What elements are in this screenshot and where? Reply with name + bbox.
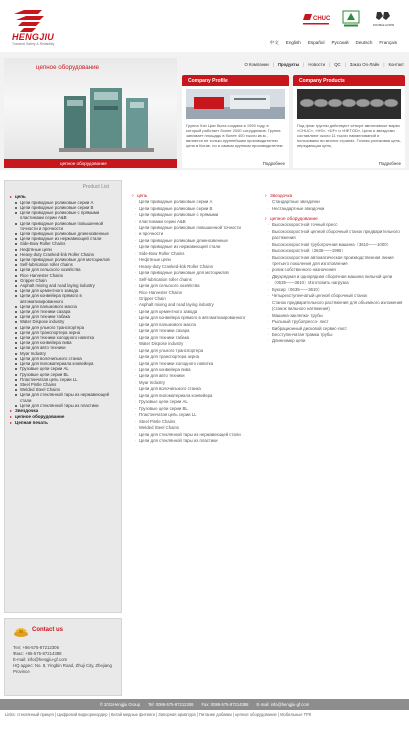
sidebar-product-link[interactable]: Side-Bow Roller Chains xyxy=(10,241,120,246)
hengjiu-logo-icon[interactable] xyxy=(12,10,46,32)
main-product-link[interactable]: · Welded Steel Chains xyxy=(132,425,258,431)
main-product-link[interactable]: · Цепи для цементного завода xyxy=(132,309,258,315)
main-equipment-link[interactable]: · ролик собственного назначения xyxy=(265,267,405,273)
footer-copyright: © 2011Hengjiu Group xyxy=(99,702,141,707)
lang-chinese[interactable]: 中文 xyxy=(269,40,279,45)
main-product-link[interactable]: · Self-lubrication roller chains xyxy=(132,277,258,283)
sidebar-product-link[interactable]: Мyar Industry xyxy=(10,351,120,356)
main-category-chain-equipment[interactable]: › цепное оборудование xyxy=(265,216,405,222)
contact-email[interactable]: E-mail: info@hengjiu-gf.com xyxy=(13,657,68,662)
main-sprocket-items xyxy=(265,199,405,212)
main-product-link[interactable]: · Цепи для техники табака xyxy=(132,335,258,341)
company-profile-text: Группа Хэн Цзю была создана в 1993 году, в который работает более 2000 сотрудников. Группа занимает площадь в более 400 тысяч кв.м., является не только крупнейшим производителем цепи в Китае, но и самым крупным производителем xyxy=(186,123,283,149)
company-products-text: Под флаг группы действуют четыре автономные марки «CHUC», «HS», «DF» и «HETOD». Цепи и звездочки составляют около 11 тысяч наименований и пользованы во многих странах. Точная роликовая цепь, передающая цепь, xyxy=(297,123,401,149)
sidebar-product-link[interactable]: Цепи для техники холодного напитка xyxy=(10,335,120,340)
sidebar-product-link[interactable]: Welded Steel Chains xyxy=(10,387,120,392)
nav-separator: | xyxy=(383,61,385,67)
chain-photo-icon xyxy=(297,89,401,119)
machinery-illustration-icon xyxy=(4,58,177,168)
lang-german[interactable]: Deutsch xyxy=(355,40,373,45)
main-product-link[interactable]: · Asphalt mixing and road laying industry xyxy=(132,302,258,308)
main-equipment-link[interactable]: · Высокоскоростной цепной сборочный станок предварительного растяжения xyxy=(265,229,405,242)
sidebar-product-link[interactable]: Цепи для стеклянной тары из пластики xyxy=(10,403,120,408)
brand-double-horse-logo[interactable] xyxy=(372,10,394,28)
main-equipment-link[interactable]: · Длинномер цепи xyxy=(265,338,405,344)
sidebar-product-link[interactable]: Gripper Chain xyxy=(10,278,120,283)
sidebar-product-link[interactable]: Цепи для транспортера зерна xyxy=(10,330,120,335)
main-product-link[interactable]: · Цепи для конвейера пива xyxy=(132,367,258,373)
nav-separator: | xyxy=(329,61,331,67)
sidebar-product-link[interactable]: Цепи для техники сахара xyxy=(10,309,120,314)
main-product-link[interactable]: · Цепи для сельского хозяйства xyxy=(132,283,258,289)
sidebar-product-link[interactable]: Нефтяные цепи xyxy=(10,247,120,252)
main-product-link[interactable]: · Грузовые цепи серии AL xyxy=(132,399,258,405)
company-profile-panel xyxy=(182,75,289,168)
company-products-title: Company Products xyxy=(293,75,405,86)
sidebar-list xyxy=(10,194,120,425)
main-product-link[interactable]: · Цепи для техники холодного напитка xyxy=(132,361,258,367)
banner-footer: цепное оборудование xyxy=(4,159,177,168)
sidebar-product-link[interactable]: Цепи приводные роликовые повышенной точности и прочности xyxy=(10,221,120,231)
footer-bar xyxy=(0,699,409,710)
contact-details xyxy=(13,645,121,675)
nav-separator: | xyxy=(303,61,305,67)
sidebar-category-chain-equipment[interactable]: ▸ цепное оборудование xyxy=(10,414,120,420)
main-equipment-link[interactable]: · Высокоскоростная трубогрочная машина（3610——1000） xyxy=(265,242,405,248)
sidebar-title: Product List xyxy=(82,184,109,190)
sidebar-product-link[interactable]: Цепи для пиломатериала конвейера xyxy=(10,361,120,366)
sidebar-product-link[interactable]: Цепи для техники табака xyxy=(10,314,120,319)
main-product-link[interactable]: · Heavy-duty Cranked-link Roller Chains xyxy=(132,264,258,270)
nav-products[interactable]: Продукты xyxy=(277,61,300,67)
sidebar-product-link[interactable]: Цепи для цементного завода xyxy=(10,288,120,293)
sidebar-product-link[interactable]: Цепи для ульного транспортера xyxy=(10,325,120,330)
contact-tel: Тел: +86-575-87212306 xyxy=(13,645,59,650)
sidebar-product-link[interactable]: Цепи для пальмового масла xyxy=(10,304,120,309)
main-equipment-link[interactable]: · Высокоскоростной（3635——1995） xyxy=(265,248,405,254)
main-product-link[interactable]: · Water Dispose industry xyxy=(132,341,258,347)
top-navigation xyxy=(182,59,404,69)
main-sprocket-link[interactable]: · Стандартные звездочки xyxy=(265,199,405,205)
main-product-link[interactable]: · Цепи для ульного транспортера xyxy=(132,348,258,354)
main-equipment-link[interactable]: · Машина-заклепка- трубы xyxy=(265,313,405,319)
main-category-chain[interactable]: › цепь xyxy=(132,193,258,199)
main-product-link[interactable]: · Цепи приводные роликовые повышенной точности xyxy=(132,225,258,231)
main-product-link[interactable]: · Цепи для транспортера зерна xyxy=(132,354,258,360)
contact-title: Contact us xyxy=(32,627,64,633)
sidebar-product-link[interactable]: Грузовые цепи серии AL xyxy=(10,366,120,371)
sidebar-product-link[interactable]: Heavy-duty Cranked-link Roller Chains xyxy=(10,252,120,257)
main-sprocket-link[interactable]: · Нестандартные звездочки xyxy=(265,206,405,212)
main-product-link[interactable]: · Цепи приводные роликовые с прямыми xyxy=(132,212,258,218)
main-equipment-link[interactable]: · Высокоскоростная автоматическая производственная линия третьего поколения для изготовления xyxy=(265,255,405,268)
main-product-link[interactable]: · Цепи приводные из нержавеющей стали xyxy=(132,244,258,250)
lang-english[interactable]: English xyxy=(285,40,301,45)
sidebar-category-chain[interactable]: ▸ цепь xyxy=(10,194,120,200)
telephone-icon xyxy=(13,625,29,637)
main-product-link[interactable]: · Цепи приводные роликовые серии А xyxy=(132,199,258,205)
main-product-link[interactable]: · Грузовые цепи серии BL xyxy=(132,406,258,412)
product-list-sidebar xyxy=(4,180,122,613)
nav-about[interactable]: О Компании xyxy=(244,61,269,67)
nav-qc[interactable]: QC xyxy=(334,61,341,67)
main-product-link[interactable]: · Цепи для техники сахара xyxy=(132,328,258,334)
factory-photo-icon xyxy=(186,89,285,119)
main-product-link[interactable]: · Gripper Chain xyxy=(132,296,258,302)
main-chain-items xyxy=(132,199,258,444)
sidebar-product-link[interactable]: Цепи приводные роликовые длиннозвенные xyxy=(10,231,120,236)
sidebar-product-link[interactable]: Rice Harvester Chains xyxy=(10,273,120,278)
main-product-link[interactable]: · Мyar Industry xyxy=(132,380,258,386)
contact-fax: Факс: +86-575-87214388 xyxy=(13,651,62,656)
site-header xyxy=(0,0,409,52)
nav-separator: | xyxy=(272,61,274,67)
main-product-link[interactable]: · Цепи приводные роликовые серии B xyxy=(132,206,258,212)
main-equipment-link[interactable]: · Четырехступенчатый цепной сборочный станок xyxy=(265,293,405,299)
sidebar-product-link[interactable]: Water Dispose industry xyxy=(10,319,120,324)
main-product-link[interactable]: · Steel Pintle Chains xyxy=(132,419,258,425)
main-product-link[interactable]: · Side-Bow Roller Chains xyxy=(132,251,258,257)
sidebar-product-link[interactable]: Цепи приводные роликовые серии B xyxy=(10,205,120,210)
main-product-link[interactable]: · Цепи для волочильного станка xyxy=(132,386,258,392)
sidebar-product-link[interactable]: Цепи для конвейера прямого в автоматизированного xyxy=(10,293,120,303)
brand-green-logo[interactable] xyxy=(341,10,361,28)
main-product-link[interactable]: · Цепи для авто техники xyxy=(132,373,258,379)
sidebar-product-link[interactable]: Steel Pintle Chains xyxy=(10,382,120,387)
banner-caption: цепное оборудование xyxy=(36,64,99,71)
sidebar-product-link[interactable]: Цепи для волочильного станка xyxy=(10,356,120,361)
company-profile-more-link[interactable]: Подробнее xyxy=(262,161,285,166)
logo-name: HENGJIU xyxy=(12,32,55,42)
main-product-link[interactable]: · Цепи для конвейера прямого в автоматизированного xyxy=(132,315,258,321)
main-product-link[interactable]: · и прочности xyxy=(132,231,258,237)
main-equipment-link[interactable]: · Буксир（0635——3610） xyxy=(265,287,405,293)
main-product-link[interactable]: · Цепи для пиломатериала конвейера xyxy=(132,393,258,399)
brand-chuc-text: CHUC xyxy=(313,16,330,22)
lang-russian[interactable]: Pусский xyxy=(331,40,349,45)
sidebar-product-link[interactable]: Self-lubrication roller chains xyxy=(10,262,120,267)
sidebar-product-link[interactable]: Цепи для конвейера пива xyxy=(10,340,120,345)
brand-double-horse-text: DOUBLE HORSE xyxy=(373,23,394,27)
footer-links[interactable]: Links: стеклянный прицеп | Цифровой видеорекордер | Китай медные фитинги | Запорная арматура | Питание добавки | цепное оборудование | Мобильные ТРК xyxy=(5,712,312,717)
sidebar-product-link[interactable]: Asphalt mixing and road laying industry xyxy=(10,283,120,288)
company-products-panel xyxy=(293,75,405,168)
sidebar-product-link[interactable]: Цепи для стеклянной тары из нержавеющей стали xyxy=(10,392,120,402)
contact-address: HQ адрес: No. 8, Yingbin Road, Zhuji City, Zhejiang Province xyxy=(13,663,112,674)
sidebar-product-link[interactable]: Цепи приводные роликовые серии А xyxy=(10,200,120,205)
sidebar-product-link[interactable]: Пластинчатая цепь серии LL xyxy=(10,377,120,382)
sidebar-product-link[interactable]: Цепи приводные роликовые для мотоциклов xyxy=(10,257,120,262)
main-product-link[interactable]: · Rice Harvester Chains xyxy=(132,290,258,296)
company-profile-title: Company Profile xyxy=(182,75,289,86)
main-equipment-link[interactable]: · Вибрационный дисковой сервис-лист xyxy=(265,326,405,332)
main-product-link[interactable]: · Цепи приводные роликовые длиннозвенные xyxy=(132,238,258,244)
chuc-brand-icon xyxy=(302,10,330,28)
sidebar-product-link[interactable]: Цепи для авто техники xyxy=(10,345,120,350)
sidebar-product-link[interactable]: Грузовые цепи серии BL xyxy=(10,372,120,377)
main-product-link[interactable]: · Цепи для пальмового масла xyxy=(132,322,258,328)
nav-news[interactable]: Новости xyxy=(308,61,326,67)
logo-slogan: Transmit Safety & Reliability xyxy=(12,42,55,46)
contact-box xyxy=(4,618,122,696)
double-horse-brand-icon xyxy=(372,10,394,28)
main-equipment-link[interactable]: · Станок предварительного растяжения для объемного изложения (станок пильного натяжения) xyxy=(265,300,405,313)
banner-image xyxy=(4,58,177,168)
brand-chuc-logo[interactable] xyxy=(302,10,330,28)
product-column-equipment xyxy=(265,193,405,345)
nav-separator: | xyxy=(344,61,346,67)
sidebar-product-link[interactable]: Цепи для сельского хозяйства xyxy=(10,267,120,272)
sidebar-product-link[interactable]: Цепи приводные роликовые с прямыми пластинами серии A&B xyxy=(10,210,120,220)
nav-contact[interactable]: Контакт xyxy=(388,61,404,67)
main-equipment-items xyxy=(265,222,405,345)
main-product-link[interactable]: · Цепи приводные роликовые для мотоциклов xyxy=(132,270,258,276)
main-equipment-link[interactable]: · （0635——3610）Изготовить нагрузка xyxy=(265,280,405,286)
sidebar-product-link[interactable]: Цепи приводные из нержавеющей стали xyxy=(10,236,120,241)
main-product-link[interactable]: · пластинами серии A&B xyxy=(132,219,258,225)
footer-email[interactable]: E-mail: info@hengjiu-gf.com xyxy=(256,702,310,707)
lang-spanish[interactable]: Español xyxy=(307,40,325,45)
main-product-link[interactable]: · Цепи для стеклянной тары из пластики xyxy=(132,438,258,444)
main-category-sprocket[interactable]: › Звездочка xyxy=(265,193,405,199)
sidebar-category-chain-press[interactable]: ▸ Цепная печать xyxy=(10,420,120,426)
company-products-more-link[interactable]: Подробнее xyxy=(378,161,401,166)
lang-french[interactable]: Français xyxy=(379,40,397,45)
product-column-chains xyxy=(132,193,258,444)
main-equipment-link[interactable]: · Высокоскоростной точный пресс xyxy=(265,222,405,228)
sidebar-category-sprocket[interactable]: ▸ Звездочка xyxy=(10,408,120,414)
main-product-link[interactable]: · Цепи для стеклянной тары из нержавеющей стали xyxy=(132,432,258,438)
main-equipment-link[interactable]: · Рыльный трубопрессо- лист xyxy=(265,319,405,325)
green-brand-icon xyxy=(341,10,361,28)
footer-tel: Tel: 0086-575-87212306 xyxy=(148,702,194,707)
nav-order-online[interactable]: Заказ On-Лайн xyxy=(349,61,380,67)
main-equipment-link[interactable]: · Бесступенчатая трамка трубы xyxy=(265,332,405,338)
main-product-link[interactable]: · Нефтяные цепи xyxy=(132,257,258,263)
main-product-link[interactable]: · Пластинчатая цепь серии LL xyxy=(132,412,258,418)
language-switcher xyxy=(270,40,397,46)
main-equipment-link[interactable]: · Двухрядная и однорядная сборочная машина пильной цепи xyxy=(265,274,405,280)
footer-fax: Fax: 0086-575-87214388 xyxy=(201,702,249,707)
sidebar-chain-items xyxy=(10,200,120,408)
